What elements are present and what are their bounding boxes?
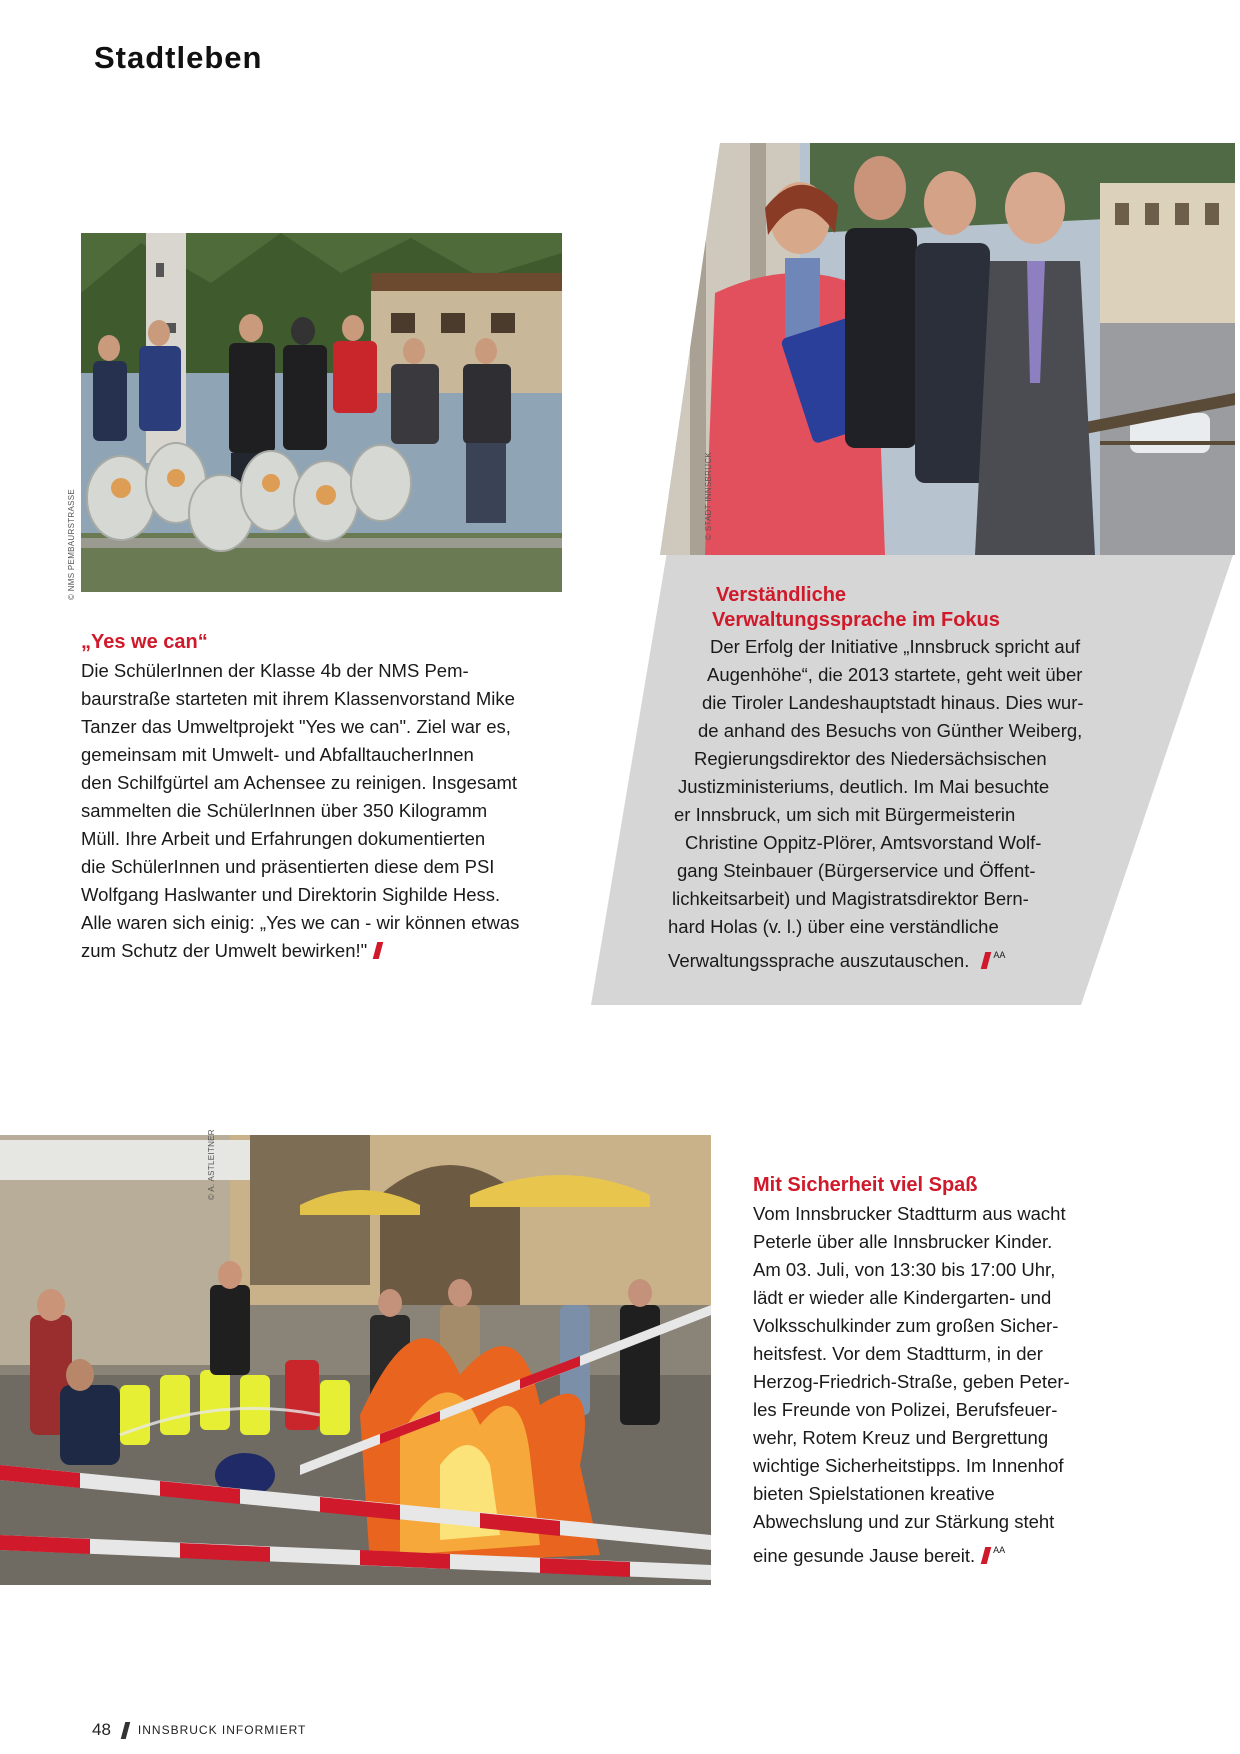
magazine-name: INNSBRUCK INFORMIERT — [137, 1723, 307, 1737]
article-body-sicherheit — [753, 1200, 1193, 1570]
photo-officials-balcony — [660, 143, 1235, 555]
body-line: Regierungsdirektor des Niedersächsischen — [694, 748, 1047, 769]
body-line: Vom Innsbrucker Stadtturm aus wacht — [753, 1203, 1066, 1224]
body-line-last — [81, 937, 541, 965]
article-body-verwaltungssprache — [560, 633, 1200, 975]
photo-fire-safety-demo — [0, 1135, 711, 1585]
body-line: heitsfest. Vor dem Stadtturm, in der — [753, 1343, 1043, 1364]
body-line: hard Holas (v. l.) über eine verständliche — [668, 916, 999, 937]
photo-students-cleanup — [81, 233, 562, 592]
body-line-text: Verwaltungssprache auszutauschen. — [668, 950, 970, 971]
author-initials: AA — [993, 950, 1006, 960]
article-title-verwaltungssprache — [712, 583, 1200, 633]
body-line: Müll. Ihre Arbeit und Erfahrungen dokumentierten — [81, 828, 486, 849]
body-line: gang Steinbauer (Bürgerservice und Öffent- — [677, 860, 1036, 881]
body-line: Die SchülerInnen der Klasse 4b der NMS Pem- — [81, 660, 469, 681]
author-initials: AA — [993, 1545, 1006, 1555]
body-line-text: zum Schutz der Umwelt bewirken!" — [81, 940, 368, 961]
body-line: gemeinsam mit Umwelt- und AbfalltaucherInnen — [81, 744, 474, 765]
body-line: de anhand des Besuchs von Günther Weiberg, — [698, 720, 1083, 741]
body-line: die Tiroler Landeshauptstadt hinaus. Dies wur- — [702, 692, 1084, 713]
body-line: sammelten die SchülerInnen über 350 Kilogramm — [81, 800, 488, 821]
section-title: Stadtleben — [94, 40, 263, 75]
body-line: Am 03. Juli, von 13:30 bis 17:00 Uhr, — [753, 1259, 1056, 1280]
body-line: wichtige Sicherheitstipps. Im Innenhof — [753, 1455, 1064, 1476]
body-line: baurstraße starteten mit ihrem Klassenvorstand Mike — [81, 688, 515, 709]
photo-credit-students: © NMS PEMBAURSTRASSE — [67, 488, 76, 600]
body-line: wehr, Rotem Kreuz und Bergrettung — [753, 1427, 1049, 1448]
body-line: Augenhöhe“, die 2013 startete, geht weit über — [707, 664, 1083, 685]
photo-credit-officials: © STADT INNSBRUCK — [704, 451, 713, 540]
body-line: Herzog-Friedrich-Straße, geben Peter- — [753, 1371, 1070, 1392]
title-line: Verwaltungssprache im Fokus — [712, 609, 1000, 631]
body-line: den Schilfgürtel am Achensee zu reinigen. Insgesamt — [81, 772, 518, 793]
article-yes-we-can — [81, 630, 541, 965]
title-line: Verständliche — [716, 584, 847, 606]
body-line: Alle waren sich einig: „Yes we can - wir können etwas — [81, 912, 520, 933]
end-mark-icon — [981, 952, 992, 969]
body-line: lädt er wieder alle Kindergarten- und — [753, 1287, 1052, 1308]
body-line: er Innsbruck, um sich mit Bürgermeisterin — [674, 804, 1016, 825]
article-title-yes-we-can: „Yes we can“ — [81, 631, 208, 653]
body-line: lichkeitsarbeit) und Magistratsdirektor Bern- — [672, 888, 1029, 909]
body-line: Justizministeriums, deutlich. Im Mai besuchte — [678, 776, 1050, 797]
page-number: 48 — [92, 1720, 111, 1739]
body-line: Wolfgang Haslwanter und Direktorin Sighilde Hess. — [81, 884, 501, 905]
body-line: Tanzer das Umweltprojekt "Yes we can". Ziel war es, — [81, 716, 511, 737]
article-body-yes-we-can — [81, 657, 541, 965]
body-line: les Freunde von Polizei, Berufsfeuer- — [753, 1399, 1058, 1420]
end-mark-icon — [373, 942, 384, 959]
photo-credit-fire: © A. ASTLEITNER — [207, 1129, 216, 1200]
body-line: Christine Oppitz-Plörer, Amtsvorstand Wolf- — [685, 832, 1042, 853]
body-line-last — [668, 941, 1200, 975]
body-line: Abwechslung und zur Stärkung steht — [753, 1511, 1055, 1532]
article-sicherheit — [753, 1173, 1193, 1570]
body-line: Volksschulkinder zum großen Sicher- — [753, 1315, 1059, 1336]
body-line: die SchülerInnen und präsentierten diese dem PSI — [81, 856, 495, 877]
page-footer — [92, 1720, 306, 1740]
body-line: bieten Spielstationen kreative — [753, 1483, 995, 1504]
body-line: Peterle über alle Innsbrucker Kinder. — [753, 1231, 1053, 1252]
article-title-sicherheit: Mit Sicherheit viel Spaß — [753, 1174, 978, 1196]
body-line-text: eine gesunde Jause bereit. — [753, 1545, 976, 1566]
body-line: Der Erfolg der Initiative „Innsbruck spricht auf — [710, 636, 1081, 657]
article-verwaltungssprache — [560, 583, 1200, 975]
footer-slash-icon — [121, 1722, 131, 1739]
body-line-last — [753, 1536, 1193, 1570]
end-mark-icon — [981, 1547, 992, 1564]
